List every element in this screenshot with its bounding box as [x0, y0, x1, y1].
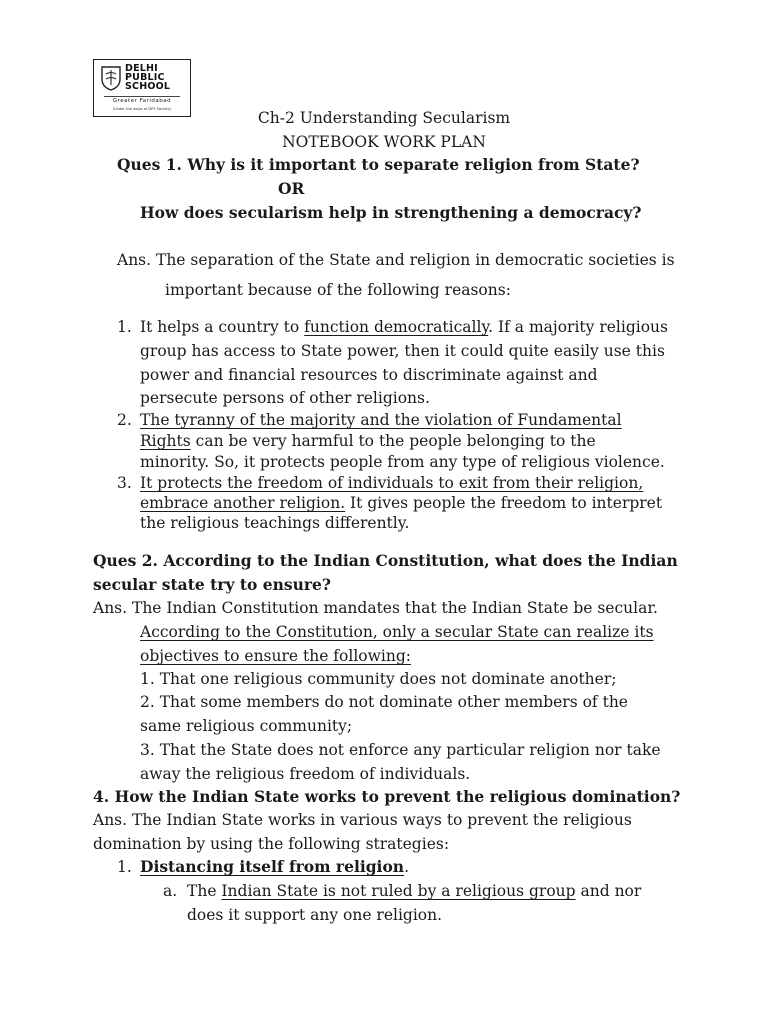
logo-tagline: (Under the aegis of DPS Society) [112, 107, 172, 111]
q4-strategy-1-number: 1. [117, 858, 132, 876]
text-segment: The [187, 882, 222, 900]
q4-subpoint-a-line-2: does it support any one religion. [187, 906, 443, 924]
q4-answer-line-1: Ans. The Indian State works in various ways to prevent the religious [93, 811, 632, 829]
logo-line-2: PUBLIC [125, 72, 165, 83]
q4-subpoint-a-line-1 [187, 882, 641, 901]
q2-question-line-2: secular state try to ensure? [93, 575, 331, 594]
q2-answer: Ans. The Indian Constitution mandates that the Indian State be secular. [93, 599, 658, 617]
text-segment: It helps a country to [140, 318, 305, 336]
q1-point-2-line-1: The tyranny of the majority and the violation of Fundamental [140, 411, 622, 429]
text-segment: . [404, 858, 409, 876]
q1-or: OR [278, 179, 305, 198]
q2-item-3-line-1: 3. That the State does not enforce any particular religion nor take [140, 741, 661, 759]
strategy-heading: Distancing itself from religion [140, 857, 405, 876]
q2-question-line-1: Ques 2. According to the Indian Constitution, what does the Indian [93, 551, 678, 570]
logo-line-3: SCHOOL [125, 81, 171, 92]
underlined-text: Indian State is not ruled by a religious group [221, 882, 576, 900]
text-segment: can be very harmful to the people belonging to the [190, 432, 596, 450]
q1-point-1-line-3: power and financial resources to discriminate against and [140, 366, 598, 384]
q1-point-2-line-2 [140, 432, 596, 451]
q4-strategy-1 [140, 858, 409, 877]
underlined-text: embrace another religion. [140, 494, 346, 512]
q1-answer-line-2: important because of the following reasons: [165, 281, 511, 299]
q1-point-2-number: 2. [117, 411, 132, 429]
q2-item-3-line-2: away the religious freedom of individuals. [140, 765, 471, 783]
q4-subpoint-a-letter: a. [163, 882, 178, 900]
q4-answer-line-2: domination by using the following strategies: [93, 835, 450, 853]
logo-divider [104, 96, 180, 97]
logo-line-1: DELHI [125, 63, 158, 74]
text-segment: It gives people the freedom to interpret [345, 494, 663, 512]
underlined-text: Rights [140, 432, 191, 450]
q1-point-1-line-1 [140, 318, 668, 337]
text-segment: . If a majority religious [488, 318, 668, 336]
school-name [125, 64, 170, 91]
q1-question: Ques 1. Why is it important to separate religion from State? [117, 155, 640, 174]
q1-alt-question: How does secularism help in strengthening a democracy? [140, 203, 642, 222]
q1-point-3-line-3: the religious teachings differently. [140, 514, 410, 532]
q1-point-1-number: 1. [117, 318, 132, 336]
q1-point-3-line-1: It protects the freedom of individuals to exit from their religion, [140, 474, 644, 492]
chapter-title: Ch-2 Understanding Secularism [257, 109, 511, 127]
q4-question: 4. How the Indian State works to prevent the religious domination? [93, 787, 681, 806]
q1-point-3-line-2 [140, 494, 662, 513]
q1-answer-line-1: Ans. The separation of the State and religion in democratic societies is [117, 251, 675, 269]
q2-item-2-line-1: 2. That some members do not dominate other members of the [140, 693, 628, 711]
q1-point-3-number: 3. [117, 474, 132, 492]
plan-title: NOTEBOOK WORK PLAN [282, 133, 486, 151]
q1-point-2-line-3: minority. So, it protects people from any type of religious violence. [140, 453, 665, 471]
school-crest-icon [99, 65, 123, 91]
q2-underlined-line-1: According to the Constitution, only a secular State can realize its [140, 623, 654, 641]
q2-underlined-line-2: objectives to ensure the following: [140, 647, 411, 665]
underlined-text: function democratically [304, 318, 489, 336]
logo-branch: Greater Faridabad [112, 98, 172, 104]
q2-item-1: 1. That one religious community does not dominate another; [140, 670, 617, 688]
q1-point-1-line-2: group has access to State power, then it could quite easily use this [140, 342, 665, 360]
q1-point-1-line-4: persecute persons of other religions. [140, 389, 430, 407]
q2-item-2-line-2: same religious community; [140, 717, 353, 735]
text-segment: and nor [575, 882, 642, 900]
